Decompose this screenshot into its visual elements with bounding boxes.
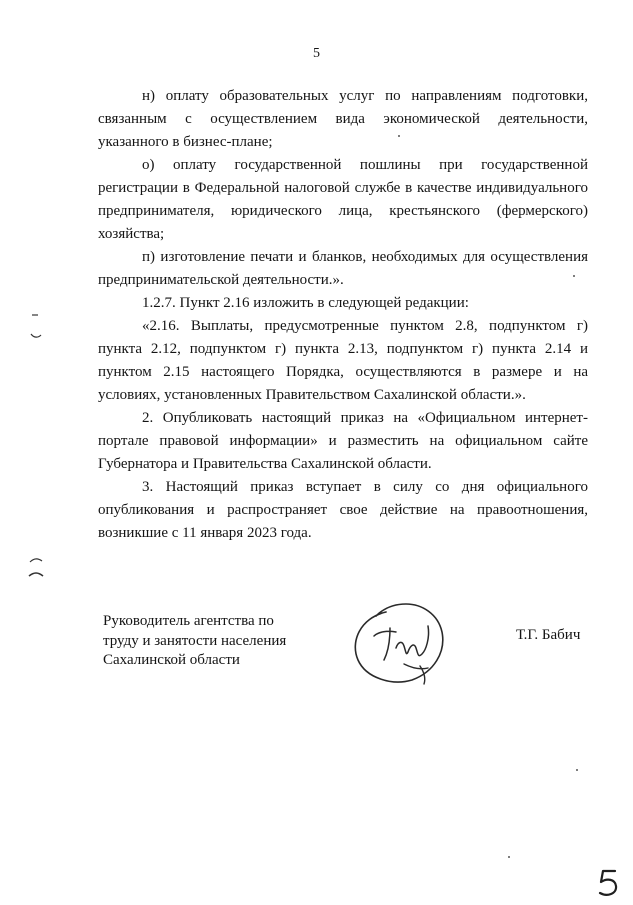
paragraph-item-p: п) изготовление печати и бланков, необходимых для осуществления предпринимательской деятельности.».: [98, 249, 588, 288]
handwritten-signature: [346, 596, 450, 692]
page-number: 5: [313, 46, 320, 61]
signatory-position-line: Сахалинской области: [103, 652, 240, 668]
signatory-position-line: труду и занятости населения: [103, 632, 287, 649]
paragraph-item-o: о) оплату государственной пошлины при государственной регистрации в Федеральной налоговой службе в качестве индивидуального предпринимателя, юридического лица, крестьянского (фермерского) хозяйства;: [98, 157, 588, 242]
paragraph-item-n: н) оплату образовательных услуг по направлениям подготовки, связанным с осуществлением вида экономической деятельности, указанного в бизнес-плане;: [98, 88, 588, 150]
signatory-position-line: Руководитель агентства по: [103, 613, 274, 629]
paragraph-publish: 2. Опубликовать настоящий приказ на «Официальном интернет-портале правовой информации» и разместить на официальном сайте Губернатора и Правительства Сахалинской области.: [98, 410, 588, 472]
punch-hole-mark: [28, 556, 44, 580]
scan-speck: [398, 135, 400, 137]
document-body: [98, 85, 588, 545]
signatory-name: Т.Г. Бабич: [516, 627, 581, 643]
scan-speck: [508, 856, 510, 858]
signatory-position: [103, 612, 286, 671]
scan-speck: [573, 275, 575, 277]
paragraph-clause-2-16: «2.16. Выплаты, предусмотренные пунктом 2.8, подпунктом г) пункта 2.12, подпунктом г) пункта 2.13, подпунктом г) пункта 2.14 и пунктом 2.15 настоящего Порядка, осуществляются в размере и на условиях, установленных Правительством Сахалинской области.».: [98, 318, 588, 403]
punch-hole-mark: [30, 312, 42, 342]
scan-speck: [576, 769, 578, 771]
paragraph-clause-1-2-7: 1.2.7. Пункт 2.16 изложить в следующей редакции:: [142, 295, 469, 311]
handwritten-page-number: [591, 866, 627, 900]
paragraph-effective-date: 3. Настоящий приказ вступает в силу со дня официального опубликования и распространяет свое действие на правоотношения, возникшие с 11 января 2023 года.: [98, 479, 588, 541]
